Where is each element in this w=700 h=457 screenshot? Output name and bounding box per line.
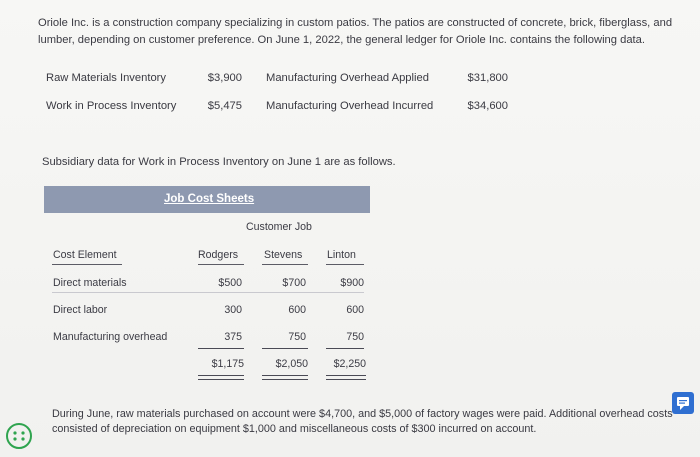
ledger-value-raw-materials: $3,900	[207, 72, 242, 84]
total-double-underline	[262, 375, 308, 380]
june-transactions-text: During June, raw materials purchased on account were $4,700, and $5,000 of factory wages were paid. Additional overhead costs consisted of depreciation on equipment $1,000 and miscellaneous costs of $300 incurred on account.	[52, 408, 673, 435]
header-underline	[52, 264, 122, 265]
cell-value: 750	[288, 331, 306, 343]
cell-value: 300	[224, 304, 242, 316]
cell-value: 750	[346, 331, 364, 343]
header-underline	[198, 264, 244, 265]
header-underline	[326, 264, 364, 265]
cell-value: 375	[224, 331, 242, 343]
ledger-label-work-in-process: Work in Process Inventory	[46, 100, 177, 112]
row-label-manufacturing-overhead: Manufacturing overhead	[53, 331, 168, 343]
subsidiary-data-text: Subsidiary data for Work in Process Inventory on June 1 are as follows.	[42, 156, 396, 168]
intro-paragraph: Oriole Inc. is a construction company specializing in custom patios. The patios are constructed of concrete, brick, fiberglass, and lumber, depending on customer preference. On June 1, 2022, the general ledger for Oriole Inc. contains the following data.	[38, 17, 673, 46]
customer-job-header: Customer Job	[246, 221, 312, 233]
cell-value: 600	[346, 304, 364, 316]
cell-value: 600	[288, 304, 306, 316]
total-double-underline	[198, 375, 244, 380]
ledger-label-overhead-incurred: Manufacturing Overhead Incurred	[266, 100, 434, 112]
job-header-stevens: Stevens	[264, 249, 303, 261]
total-rodgers: $1,175	[211, 358, 244, 370]
total-linton: $2,250	[333, 358, 366, 370]
total-double-underline	[326, 375, 366, 380]
cell-value: $700	[282, 277, 306, 289]
job-cost-sheets-title: Job Cost Sheets	[164, 193, 255, 205]
ledger-value-overhead-applied: $31,800	[467, 72, 508, 84]
ledger-label-raw-materials: Raw Materials Inventory	[46, 72, 166, 84]
total-stevens: $2,050	[275, 358, 308, 370]
cell-value: $500	[218, 277, 242, 289]
cost-element-header: Cost Element	[53, 249, 117, 261]
help-icon-glyph	[4, 421, 34, 451]
subtotal-underline	[326, 348, 364, 349]
row-label-direct-labor: Direct labor	[53, 304, 108, 316]
row-label-direct-materials: Direct materials	[53, 277, 127, 289]
job-header-linton: Linton	[327, 249, 356, 261]
job-cost-table	[44, 186, 370, 384]
cell-value: $900	[340, 277, 364, 289]
ledger-value-overhead-incurred: $34,600	[467, 100, 508, 112]
table-header-bar	[44, 186, 370, 213]
help-icon[interactable]	[4, 421, 34, 451]
header-underline	[262, 264, 308, 265]
subtotal-underline	[198, 348, 244, 349]
job-header-rodgers: Rodgers	[198, 249, 239, 261]
ledger-value-work-in-process: $5,475	[207, 100, 242, 112]
ledger-label-overhead-applied: Manufacturing Overhead Applied	[266, 72, 429, 84]
row-divider	[52, 292, 364, 293]
subtotal-underline	[262, 348, 308, 349]
